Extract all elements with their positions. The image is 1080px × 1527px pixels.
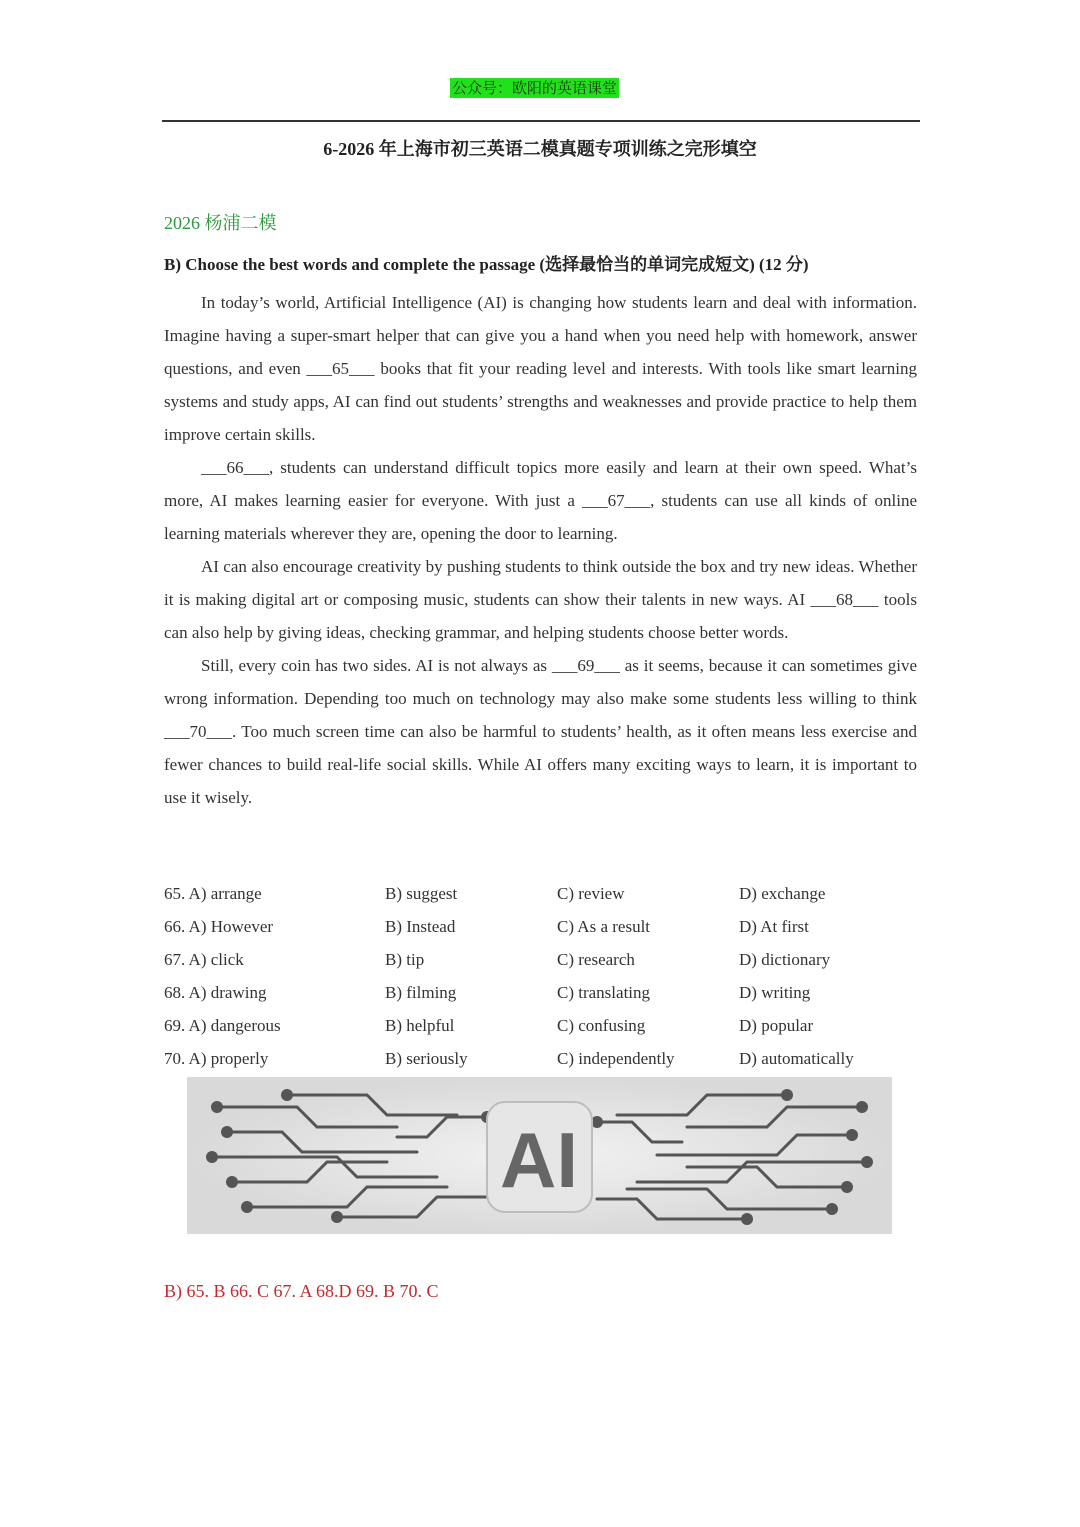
paragraph: ___66___, students can understand difficult topics more easily and learn at their own speed. What’s more, AI makes learning easier for everyone. With just a ___67___, students can use all kinds of online learning materials wherever they are, opening the door to learning.: [164, 458, 917, 543]
ai-logo-text: AI: [500, 1116, 578, 1204]
option-b: B) helpful: [385, 1016, 455, 1035]
option-b: B) seriously: [385, 1049, 468, 1068]
option-a: 70. A) properly: [164, 1049, 269, 1068]
section-label: 2026 杨浦二模: [164, 213, 277, 233]
option-a: 69. A) dangerous: [164, 1016, 281, 1035]
option-b: B) filming: [385, 983, 457, 1002]
option-a: 67. A) click: [164, 950, 244, 969]
option-c: C) research: [557, 950, 635, 969]
option-a: 66. A) However: [164, 917, 274, 936]
ai-circuit-illustration: [187, 1077, 892, 1234]
option-d: D) popular: [739, 1016, 814, 1035]
option-d: D) automatically: [739, 1049, 854, 1068]
option-b: B) suggest: [385, 884, 458, 903]
account-tag: 公众号：欧阳的英语课堂: [452, 79, 618, 97]
header-rule: [162, 120, 920, 122]
option-row: [164, 1009, 924, 1042]
option-c: C) review: [557, 884, 625, 903]
option-b: B) Instead: [385, 917, 456, 936]
option-row: [164, 910, 924, 943]
paragraph: AI can also encourage creativity by pushing students to think outside the box and try new ideas. Whether it is making digital art or composing music, students can show their talents in new ways. AI ___68___ tools can also help by giving ideas, checking grammar, and helping students choose better words.: [164, 557, 917, 642]
options-list: [164, 877, 924, 1075]
option-a: 65. A) arrange: [164, 884, 262, 903]
option-c: C) independently: [557, 1049, 675, 1068]
option-d: D) exchange: [739, 884, 826, 903]
instructions: B) Choose the best words and complete the passage (选择最恰当的单词完成短文) (12 分): [164, 255, 809, 274]
answer-key: B) 65. B 66. C 67. A 68.D 69. B 70. C: [164, 1281, 439, 1301]
option-c: C) translating: [557, 983, 651, 1002]
option-c: C) confusing: [557, 1016, 646, 1035]
paragraph: Still, every coin has two sides. AI is not always as ___69___ as it seems, because it can sometimes give wrong information. Depending too much on technology may also make some students less willing to think ___70___. Too much screen time can also be harmful to students’ health, as it often means less exercise and fewer chances to build real-life social skills. While AI offers many exciting ways to learn, it is important to use it wisely.: [164, 656, 917, 807]
circuit-board-graphic: [187, 1077, 892, 1234]
option-row: [164, 877, 924, 910]
passage: [164, 286, 917, 814]
option-row: [164, 943, 924, 976]
option-row: [164, 976, 924, 1009]
document-title: 6-2026 年上海市初三英语二模真题专项训练之完形填空: [323, 139, 757, 159]
option-d: D) dictionary: [739, 950, 831, 969]
option-c: C) As a result: [557, 917, 651, 936]
option-d: D) writing: [739, 983, 811, 1002]
option-b: B) tip: [385, 950, 425, 969]
option-row: [164, 1042, 924, 1075]
option-a: 68. A) drawing: [164, 983, 267, 1002]
paragraph: In today’s world, Artificial Intelligence (AI) is changing how students learn and deal with information. Imagine having a super-smart helper that can give you a hand when you need help with homework, answer questions, and even ___65___ books that fit your reading level and interests. With tools like smart learning systems and study apps, AI can find out students’ strengths and weaknesses and provide practice to help them improve certain skills.: [164, 293, 917, 444]
option-d: D) At first: [739, 917, 809, 936]
